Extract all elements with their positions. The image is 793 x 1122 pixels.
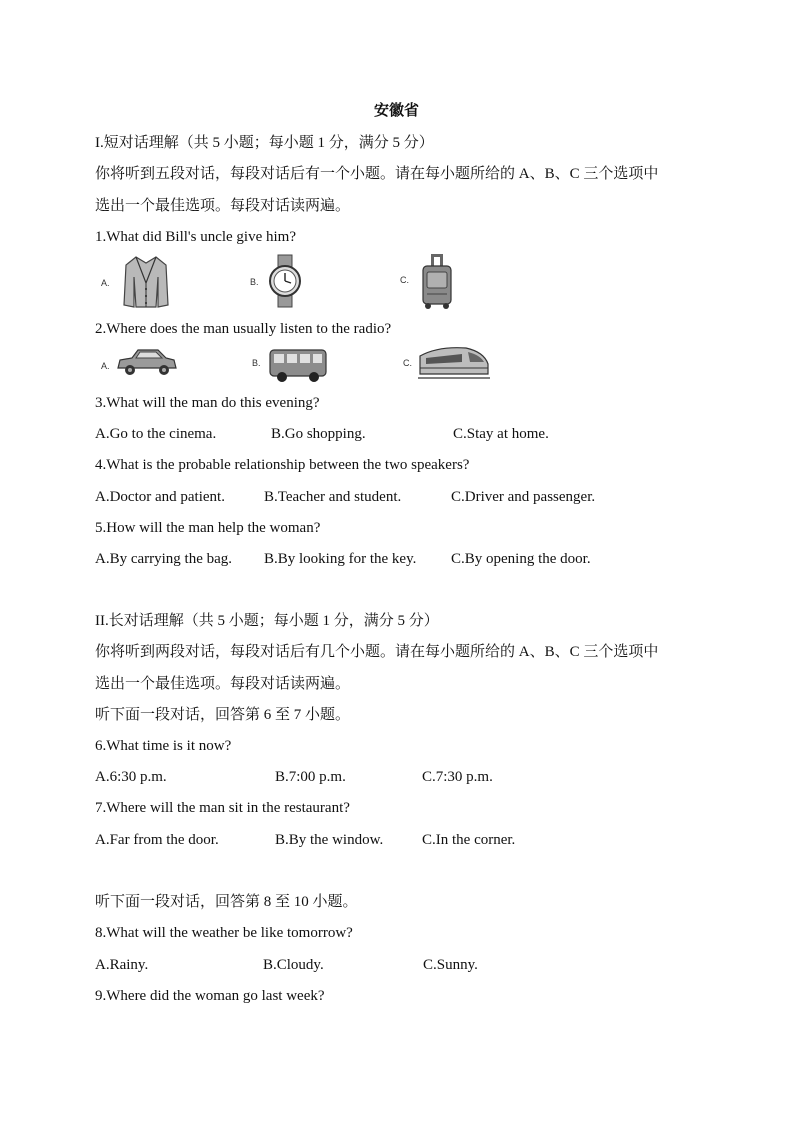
page-title: 安徽省 xyxy=(373,103,419,119)
dialogue-intro-6-7: 听下面一段对话，回答第 6 至 7 小题。 xyxy=(95,707,351,723)
question-5: 5.How will the man help the woman? xyxy=(95,520,321,536)
section-2-instruction-line-2: 选出一个最佳选项。每段对话读两遍。 xyxy=(95,676,351,692)
q2-option-b-label: B. xyxy=(252,358,261,368)
q1-option-a-label: A. xyxy=(101,278,110,288)
question-2: 2.Where does the man usually listen to the radio? xyxy=(95,321,392,337)
q2-option-c-label: C. xyxy=(403,358,412,368)
question-1: 1.What did Bill's uncle give him? xyxy=(95,229,296,245)
q1-option-b-label: B. xyxy=(250,277,259,287)
section-2-instruction-line-1: 你将听到两段对话，每段对话后有几个小题。请在每小题所给的 A、B、C 三个选项中 xyxy=(95,644,659,660)
train-icon xyxy=(418,342,490,382)
question-8: 8.What will the weather be like tomorrow? xyxy=(95,925,353,941)
q6-option-a: A.6:30 p.m. xyxy=(95,769,167,785)
q2-option-a-label: A. xyxy=(101,361,110,371)
q5-option-b: B.By looking for the key. xyxy=(264,551,417,567)
watch-icon xyxy=(266,253,304,309)
q4-option-a: A.Doctor and patient. xyxy=(95,489,225,505)
q5-option-a: A.By carrying the bag. xyxy=(95,551,233,567)
section-1-heading: I.短对话理解（共 5 小题；每小题 1 分，满分 5 分） xyxy=(95,135,434,151)
car-icon xyxy=(114,346,178,378)
question-9: 9.Where did the woman go last week? xyxy=(95,988,325,1004)
sweater-icon xyxy=(122,253,170,309)
q8-option-b: B.Cloudy. xyxy=(263,957,324,973)
suitcase-icon xyxy=(420,252,454,310)
section-1-instruction-line-2: 选出一个最佳选项。每段对话读两遍。 xyxy=(95,198,351,214)
q7-option-a: A.Far from the door. xyxy=(95,832,219,848)
question-4: 4.What is the probable relationship between the two speakers? xyxy=(95,457,470,473)
q8-option-c: C.Sunny. xyxy=(423,957,478,973)
q1-option-c-label: C. xyxy=(400,275,409,285)
q6-option-c: C.7:30 p.m. xyxy=(422,769,493,785)
q7-option-c: C.In the corner. xyxy=(422,832,516,848)
q3-option-a: A.Go to the cinema. xyxy=(95,426,217,442)
section-1-instruction-line-1: 你将听到五段对话，每段对话后有一个小题。请在每小题所给的 A、B、C 三个选项中 xyxy=(95,166,659,182)
q8-option-a: A.Rainy. xyxy=(95,957,149,973)
q3-option-b: B.Go shopping. xyxy=(271,426,366,442)
q4-option-b: B.Teacher and student. xyxy=(264,489,402,505)
dialogue-intro-8-10: 听下面一段对话，回答第 8 至 10 小题。 xyxy=(95,894,358,910)
q5-option-c: C.By opening the door. xyxy=(451,551,591,567)
q6-option-b: B.7:00 p.m. xyxy=(275,769,346,785)
question-7: 7.Where will the man sit in the restaurant? xyxy=(95,800,350,816)
q3-option-c: C.Stay at home. xyxy=(453,426,549,442)
bus-icon xyxy=(268,347,328,383)
question-3: 3.What will the man do this evening? xyxy=(95,395,320,411)
section-2-heading: II.长对话理解（共 5 小题；每小题 1 分，满分 5 分） xyxy=(95,613,439,629)
question-6: 6.What time is it now? xyxy=(95,738,232,754)
q4-option-c: C.Driver and passenger. xyxy=(451,489,596,505)
q7-option-b: B.By the window. xyxy=(275,832,384,848)
